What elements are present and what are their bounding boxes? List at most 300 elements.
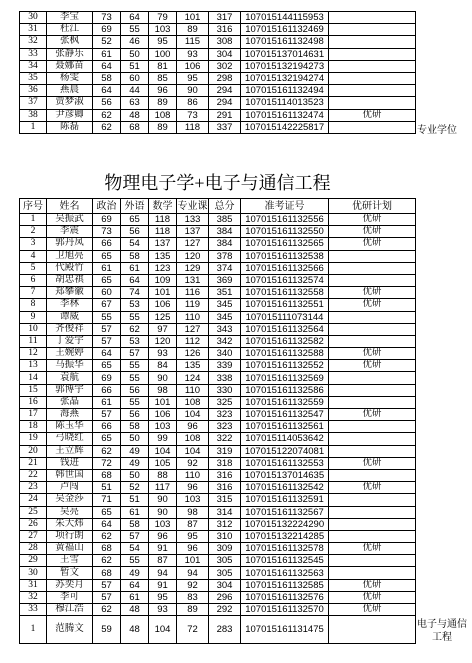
- cell-seq: 32: [20, 591, 47, 603]
- cell-plan: [329, 274, 416, 286]
- cell-math: 84: [149, 360, 177, 372]
- cell-seq: 20: [20, 445, 47, 457]
- cell-plan: 优研: [329, 543, 416, 555]
- cell-major: 118: [177, 121, 209, 133]
- cell-math: 85: [149, 72, 177, 84]
- table-row: [20, 109, 416, 121]
- cell-politics: 73: [93, 226, 121, 238]
- cell-total: 316: [209, 24, 241, 36]
- cell-major: 96: [177, 482, 209, 494]
- cell-name: 黄福山: [47, 543, 93, 555]
- cell-exam-id: 107015161132551: [241, 299, 329, 311]
- header-language: 外语: [121, 199, 149, 214]
- cell-plan: [329, 372, 416, 384]
- cell-total: 294: [209, 85, 241, 97]
- cell-language: 51: [121, 494, 149, 506]
- cell-language: 55: [121, 372, 149, 384]
- cell-politics: 61: [93, 396, 121, 408]
- cell-name: 张枫: [47, 36, 93, 48]
- cell-politics: 52: [93, 36, 121, 48]
- cell-math: 97: [149, 323, 177, 335]
- cell-politics: 62: [93, 530, 121, 542]
- cell-politics: 62: [93, 604, 121, 616]
- cell-seq: 9: [20, 311, 47, 323]
- cell-major: 108: [177, 433, 209, 445]
- cell-exam-id: 107015114053642: [241, 433, 329, 445]
- cell-name: 马振华: [47, 360, 93, 372]
- cell-exam-id: 107015161131475: [241, 616, 329, 644]
- cell-language: 50: [121, 48, 149, 60]
- cell-seq: 28: [20, 543, 47, 555]
- cell-language: 55: [121, 396, 149, 408]
- cell-math: 108: [149, 109, 177, 121]
- header-major: 专业课: [177, 200, 208, 212]
- cell-math: 135: [149, 250, 177, 262]
- cell-total: 345: [209, 299, 241, 311]
- table-row: [20, 518, 416, 530]
- cell-name: 卫旭亮: [47, 250, 93, 262]
- cell-total: 310: [209, 530, 241, 542]
- cell-politics: 57: [93, 579, 121, 591]
- cell-politics: 65: [93, 250, 121, 262]
- cell-plan: 优研: [329, 238, 416, 250]
- cell-politics: 65: [93, 274, 121, 286]
- cell-politics: 71: [93, 494, 121, 506]
- table-row: [20, 616, 416, 644]
- section-title: 物理电子学+电子与通信工程: [104, 173, 331, 193]
- cell-total: 323: [209, 409, 241, 421]
- table-row: [20, 384, 416, 396]
- cell-name: 王婉婷: [47, 348, 93, 360]
- cell-plan: [329, 24, 416, 36]
- cell-name: 尹彦卿: [47, 109, 93, 121]
- cell-name: 聂娜苗: [47, 60, 93, 72]
- table-row: [20, 72, 416, 84]
- cell-name: 弓晓红: [47, 433, 93, 445]
- cell-language: 58: [121, 518, 149, 530]
- cell-plan: 优研: [329, 109, 416, 121]
- cell-exam-id: 107015161132574: [241, 274, 329, 286]
- cell-politics: 65: [93, 433, 121, 445]
- cell-major: 95: [177, 72, 209, 84]
- cell-seq: 13: [20, 360, 47, 372]
- cell-politics: 64: [93, 518, 121, 530]
- cell-major: 86: [177, 97, 209, 109]
- cell-math: 101: [149, 287, 177, 299]
- cell-math: 93: [149, 604, 177, 616]
- cell-politics: 69: [93, 372, 121, 384]
- cell-math: 105: [149, 457, 177, 469]
- cell-exam-id: 107015161132538: [241, 250, 329, 262]
- table-row: [20, 299, 416, 311]
- cell-major: 110: [177, 311, 209, 323]
- cell-major: 103: [177, 494, 209, 506]
- cell-exam-id: 107015161132582: [241, 335, 329, 347]
- cell-math: 118: [149, 226, 177, 238]
- cell-exam-id: 107015161132561: [241, 421, 329, 433]
- cell-exam-id: 107015161132542: [241, 482, 329, 494]
- table-row: [20, 250, 416, 262]
- header-total: 总分: [209, 199, 241, 214]
- cell-seq: 11: [20, 335, 47, 347]
- cell-math: 90: [149, 506, 177, 518]
- cell-name: 谭威: [47, 311, 93, 323]
- cell-exam-id: 107015161132545: [241, 555, 329, 567]
- cell-seq: 7: [20, 287, 47, 299]
- cell-major: 73: [177, 109, 209, 121]
- cell-plan: [329, 250, 416, 262]
- table-row: [20, 348, 416, 360]
- cell-politics: 68: [93, 567, 121, 579]
- cell-math: 96: [149, 530, 177, 542]
- cell-seq: 22: [20, 469, 47, 481]
- cell-name: 项行朗: [47, 530, 93, 542]
- table-row: [20, 238, 416, 250]
- cell-seq: 21: [20, 457, 47, 469]
- cell-politics: 69: [93, 214, 121, 226]
- cell-plan: 优研: [329, 409, 416, 421]
- cell-language: 55: [121, 360, 149, 372]
- cell-politics: 66: [93, 421, 121, 433]
- cell-name: 齐俊祥: [47, 323, 93, 335]
- cell-plan: [329, 506, 416, 518]
- cell-language: 65: [121, 214, 149, 226]
- cell-name: 王立辉: [47, 445, 93, 457]
- cell-language: 62: [121, 323, 149, 335]
- cell-total: 308: [209, 36, 241, 48]
- cell-math: 88: [149, 469, 177, 481]
- table-row: [20, 409, 416, 421]
- cell-major: 124: [177, 372, 209, 384]
- cell-seq: 10: [20, 323, 47, 335]
- table-row: [20, 24, 416, 36]
- cell-total: 291: [209, 109, 241, 121]
- cell-politics: 62: [93, 121, 121, 133]
- cell-exam-id: 107015132214285: [241, 530, 329, 542]
- cell-major: 89: [177, 24, 209, 36]
- cell-exam-id: 107015132194273: [241, 60, 329, 72]
- cell-plan: [329, 616, 416, 644]
- cell-math: 118: [149, 214, 177, 226]
- cell-seq: 17: [20, 409, 47, 421]
- cell-seq: 37: [20, 97, 47, 109]
- note-ece: 电子与通信工程: [417, 619, 467, 643]
- cell-major: 92: [177, 579, 209, 591]
- cell-language: 52: [121, 482, 149, 494]
- cell-plan: [329, 12, 416, 24]
- cell-politics: 57: [93, 591, 121, 603]
- cell-plan: [329, 72, 416, 84]
- cell-math: 99: [149, 433, 177, 445]
- cell-math: 104: [149, 616, 177, 644]
- header-math: 数学: [149, 199, 177, 214]
- cell-exam-id: 107015111073144: [241, 311, 329, 323]
- cell-plan: 优研: [329, 591, 416, 603]
- table-row: [20, 555, 416, 567]
- table-row: [20, 396, 416, 408]
- cell-major: 135: [177, 360, 209, 372]
- cell-plan: 优研: [329, 287, 416, 299]
- cell-politics: 67: [93, 299, 121, 311]
- cell-major: 96: [177, 421, 209, 433]
- cell-name: 李震: [47, 226, 93, 238]
- cell-exam-id: 107015161132550: [241, 226, 329, 238]
- table-row: [20, 445, 416, 457]
- cell-seq: 30: [20, 567, 47, 579]
- cell-plan: 优研: [329, 214, 416, 226]
- table-row: [20, 60, 416, 72]
- table-row: [20, 494, 416, 506]
- cell-seq: 15: [20, 384, 47, 396]
- table-row: [20, 226, 416, 238]
- cell-math: 137: [149, 238, 177, 250]
- cell-math: 101: [149, 396, 177, 408]
- cell-name: 暂文: [47, 567, 93, 579]
- cell-math: 93: [149, 348, 177, 360]
- table-row: [20, 12, 416, 24]
- cell-language: 74: [121, 287, 149, 299]
- cell-politics: 72: [93, 457, 121, 469]
- table-row: [20, 121, 416, 133]
- cell-total: 317: [209, 12, 241, 24]
- cell-exam-id: 107015161132591: [241, 494, 329, 506]
- cell-name: 张静乐: [47, 48, 93, 60]
- cell-total: 292: [209, 604, 241, 616]
- cell-math: 125: [149, 311, 177, 323]
- cell-exam-id: 107015161132563: [241, 567, 329, 579]
- cell-exam-id: 107015161132558: [241, 287, 329, 299]
- cell-name: 王雪: [47, 555, 93, 567]
- cell-total: 315: [209, 494, 241, 506]
- cell-politics: 56: [93, 97, 121, 109]
- cell-total: 322: [209, 433, 241, 445]
- cell-major: 104: [177, 409, 209, 421]
- cell-plan: [329, 421, 416, 433]
- cell-seq: 35: [20, 72, 47, 84]
- cell-plan: [329, 445, 416, 457]
- cell-name: 范腾文: [47, 616, 93, 644]
- cell-major: 93: [177, 48, 209, 60]
- table-row: [20, 85, 416, 97]
- cell-math: 91: [149, 579, 177, 591]
- cell-total: 323: [209, 421, 241, 433]
- cell-major: 83: [177, 591, 209, 603]
- cell-total: 298: [209, 72, 241, 84]
- header-name: 姓名: [47, 199, 93, 214]
- cell-major: 89: [177, 604, 209, 616]
- cell-math: 90: [149, 494, 177, 506]
- cell-exam-id: 107015161132586: [241, 384, 329, 396]
- cell-politics: 68: [93, 469, 121, 481]
- cell-total: 305: [209, 555, 241, 567]
- cell-plan: 优研: [329, 360, 416, 372]
- cell-total: 325: [209, 396, 241, 408]
- cell-major: 101: [177, 12, 209, 24]
- table-row: [20, 372, 416, 384]
- cell-name: 朱大炜: [47, 518, 93, 530]
- cell-math: 106: [149, 409, 177, 421]
- cell-language: 58: [121, 421, 149, 433]
- cell-language: 49: [121, 445, 149, 457]
- cell-math: 95: [149, 591, 177, 603]
- cell-politics: 57: [93, 335, 121, 347]
- cell-major: 98: [177, 506, 209, 518]
- table-row: [20, 604, 416, 616]
- cell-math: 100: [149, 48, 177, 60]
- cell-politics: 55: [93, 311, 121, 323]
- cell-name: 李宝: [47, 12, 93, 24]
- cell-plan: [329, 48, 416, 60]
- cell-total: 385: [209, 214, 241, 226]
- cell-language: 51: [121, 60, 149, 72]
- cell-math: 81: [149, 60, 177, 72]
- cell-major: 95: [177, 530, 209, 542]
- cell-major: 90: [177, 85, 209, 97]
- cell-total: 319: [209, 445, 241, 457]
- cell-total: 294: [209, 97, 241, 109]
- table-row: [20, 506, 416, 518]
- cell-major: 108: [177, 396, 209, 408]
- cell-language: 48: [121, 604, 149, 616]
- cell-plan: [329, 121, 416, 133]
- cell-language: 64: [121, 274, 149, 286]
- cell-language: 55: [121, 24, 149, 36]
- cell-exam-id: 107015161132552: [241, 360, 329, 372]
- cell-language: 58: [121, 250, 149, 262]
- table-row: [20, 591, 416, 603]
- table-header-row: [20, 199, 416, 214]
- cell-seq: 1: [20, 214, 47, 226]
- cell-total: 369: [209, 274, 241, 286]
- cell-exam-id: 107015161132585: [241, 579, 329, 591]
- cell-name: 代殿竹: [47, 262, 93, 274]
- cell-exam-id: 107015122074081: [241, 445, 329, 457]
- cell-exam-id: 107015132224290: [241, 518, 329, 530]
- cell-plan: [329, 494, 416, 506]
- table-row: [20, 469, 416, 481]
- cell-name: 吴金莎: [47, 494, 93, 506]
- cell-total: 318: [209, 457, 241, 469]
- cell-name: 郑攀徽: [47, 287, 93, 299]
- cell-exam-id: 107015161132498: [241, 36, 329, 48]
- cell-major: 129: [177, 262, 209, 274]
- cell-language: 54: [121, 543, 149, 555]
- cell-name: 陈磊: [47, 121, 93, 133]
- cell-plan: 优研: [329, 226, 416, 238]
- cell-major: 94: [177, 567, 209, 579]
- cell-math: 90: [149, 372, 177, 384]
- cell-seq: 3: [20, 238, 47, 250]
- cell-politics: 62: [93, 555, 121, 567]
- cell-total: 314: [209, 506, 241, 518]
- table-row: [20, 433, 416, 445]
- cell-total: 338: [209, 372, 241, 384]
- cell-exam-id: 107015161132569: [241, 372, 329, 384]
- cell-exam-id: 107015161132469: [241, 24, 329, 36]
- cell-major: 101: [177, 555, 209, 567]
- cell-language: 57: [121, 348, 149, 360]
- table-row: [20, 567, 416, 579]
- table-row: [20, 457, 416, 469]
- cell-exam-id: 107015161132578: [241, 543, 329, 555]
- cell-language: 49: [121, 567, 149, 579]
- cell-seq: 30: [20, 12, 47, 24]
- cell-language: 44: [121, 85, 149, 97]
- cell-major: 87: [177, 518, 209, 530]
- cell-politics: 73: [93, 12, 121, 24]
- cell-language: 64: [121, 579, 149, 591]
- cell-exam-id: 107015161132570: [241, 604, 329, 616]
- cell-exam-id: 107015114013523: [241, 97, 329, 109]
- table-row: [20, 48, 416, 60]
- table-row: [20, 323, 416, 335]
- cell-total: 304: [209, 48, 241, 60]
- cell-total: 309: [209, 543, 241, 555]
- cell-total: 304: [209, 579, 241, 591]
- cell-plan: [329, 262, 416, 274]
- cell-exam-id: 107015161132553: [241, 457, 329, 469]
- cell-exam-id: 107015161132474: [241, 109, 329, 121]
- cell-total: 343: [209, 323, 241, 335]
- cell-name: 吴亮: [47, 506, 93, 518]
- table-row: [20, 421, 416, 433]
- cell-seq: 31: [20, 24, 47, 36]
- cell-seq: 14: [20, 372, 47, 384]
- cell-total: 337: [209, 121, 241, 133]
- cell-name: 穆江浩: [47, 604, 93, 616]
- cell-politics: 65: [93, 506, 121, 518]
- cell-seq: 4: [20, 250, 47, 262]
- cell-seq: 8: [20, 299, 47, 311]
- cell-plan: 优研: [329, 482, 416, 494]
- cell-seq: 1: [20, 121, 47, 133]
- cell-plan: [329, 384, 416, 396]
- score-table-body: [20, 214, 416, 644]
- cell-language: 50: [121, 433, 149, 445]
- cell-total: 384: [209, 226, 241, 238]
- cell-seq: 6: [20, 274, 47, 286]
- cell-seq: 2: [20, 226, 47, 238]
- header-exam-id: 准考证号: [241, 199, 329, 214]
- cell-name: 张晶: [47, 396, 93, 408]
- cell-total: 316: [209, 482, 241, 494]
- cell-language: 60: [121, 72, 149, 84]
- cell-language: 48: [121, 616, 149, 644]
- continuation-table: [19, 11, 416, 134]
- cell-politics: 64: [93, 85, 121, 97]
- cell-politics: 60: [93, 287, 121, 299]
- cell-exam-id: 107015161132494: [241, 85, 329, 97]
- cell-seq: 16: [20, 396, 47, 408]
- cell-politics: 61: [93, 262, 121, 274]
- cell-politics: 58: [93, 72, 121, 84]
- cell-math: 79: [149, 12, 177, 24]
- cell-seq: 31: [20, 579, 47, 591]
- cell-total: 384: [209, 238, 241, 250]
- cell-exam-id: 107015161132565: [241, 238, 329, 250]
- table-row: [20, 262, 416, 274]
- cell-name: 钱进: [47, 457, 93, 469]
- cell-language: 56: [121, 409, 149, 421]
- cell-plan: [329, 518, 416, 530]
- cell-language: 55: [121, 311, 149, 323]
- cell-major: 137: [177, 226, 209, 238]
- cell-plan: 优研: [329, 579, 416, 591]
- table-row: [20, 482, 416, 494]
- table-row: [20, 97, 416, 109]
- cell-total: 342: [209, 335, 241, 347]
- cell-major: 127: [177, 238, 209, 250]
